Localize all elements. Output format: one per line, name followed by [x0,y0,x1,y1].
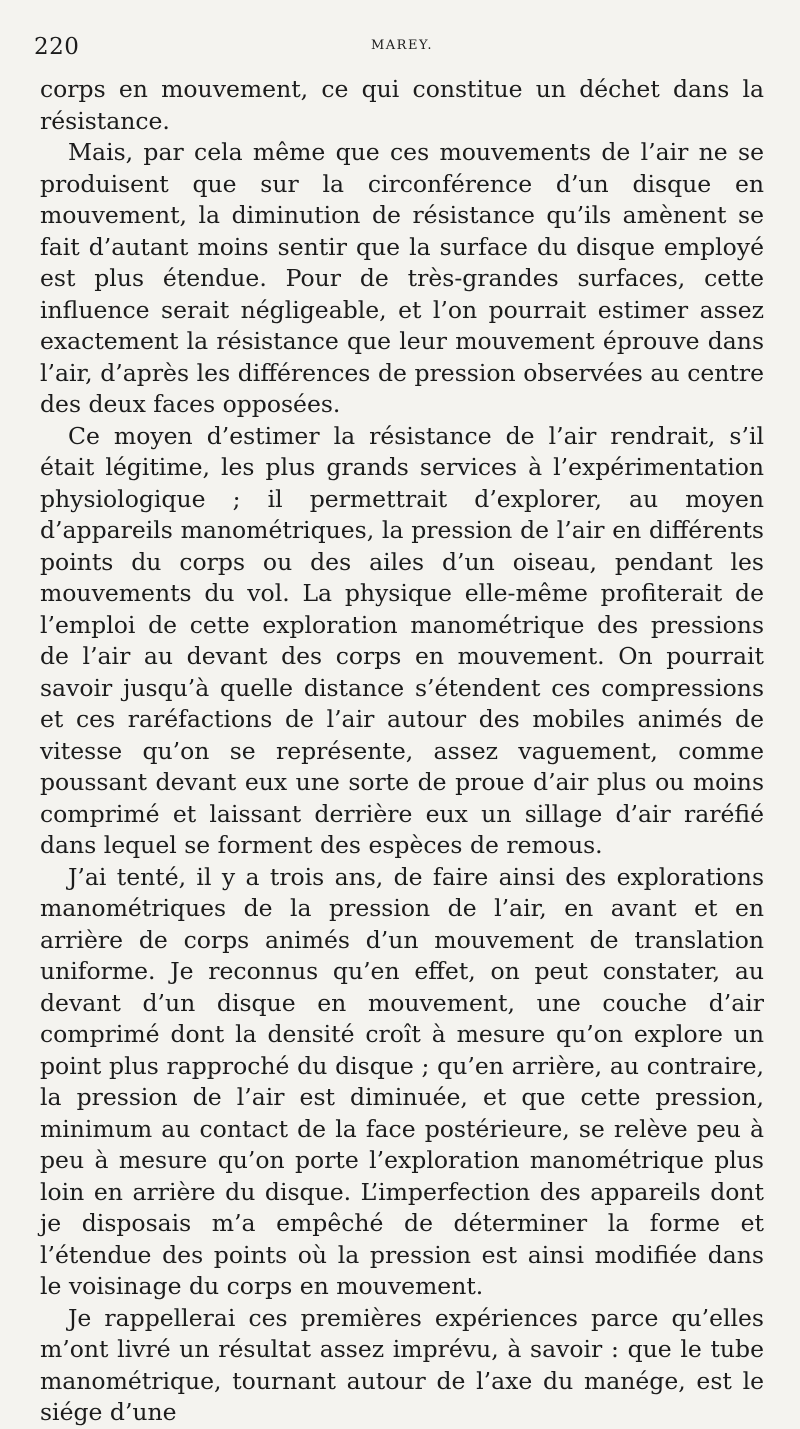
paragraph: J’ai tenté, il y a trois ans, de faire ainsi des explorations manométriques de la pression de l’air, en avant et en arrière de corps animés d’un mouvement de translation uniforme. Je reconnus qu’en effet, on peut constater, au devant d’un disque en mouvement, une couche d’air comprimé dont la densité croît à mesure qu’on explore un point plus rapproché du disque ; qu’en arrière, au contraire, la pression de l’air est diminuée, et que cette pression, minimum au contact de la face postérieure, se relève peu à peu à mesure qu’on porte l’exploration manométrique plus loin en arrière du disque. L’imperfection des appareils dont je disposais m’a empêché de déterminer la forme et l’étendue des points où la pression est ainsi modifiée dans le voisinage du corps en mouvement. [40,862,764,1300]
paragraph: Mais, par cela même que ces mouvements de l’air ne se produisent que sur la circonférence d’un disque en mouvement, la diminution de résistance qu’ils amènent se fait d’autant moins sentir que la surface du disque employé est plus étendue. Pour de très-grandes surfaces, cette influence serait négligeable, et l’on pourrait estimer assez exactement la résistance que leur mouvement éprouve dans l’air, d’après les différences de pression observées au centre des deux faces opposées. [40,138,764,418]
paragraph-continued: corps en mouvement, ce qui constitue un déchet dans la résistance. [40,75,764,135]
paragraph: Ce moyen d’estimer la résistance de l’air rendrait, s’il était légitime, les plus grands services à l’expérimentation physiologique ; il permettrait d’explorer, au moyen d’appareils manométriques, la pression de l’air en différents points du corps ou des ailes d’un oiseau, pendant les mouvements du vol. La physique elle-même profiterait de l’emploi de cette exploration manométrique des pressions de l’air au devant des corps en mouvement. On pourrait savoir jusqu’à quelle distance s’étendent ces compressions et ces raréfactions de l’air autour des mobiles animés de vitesse qu’on se représente, assez vaguement, comme poussant devant eux une sorte de proue d’air plus ou moins comprimé et laissant derrière eux un sillage d’air raréfié dans lequel se forment des espèces de remous. [40,421,764,859]
page-number: 220 [34,34,80,60]
running-head-author: MAREY. [370,38,433,53]
body-text [40,74,764,1429]
paragraph: Je rappellerai ces premières expériences parce qu’elles m’ont livré un résultat assez imprévu, à savoir : que le tube manométrique, tournant autour de l’axe du manége, est le siége d’une [40,1303,764,1426]
running-head [34,26,764,74]
